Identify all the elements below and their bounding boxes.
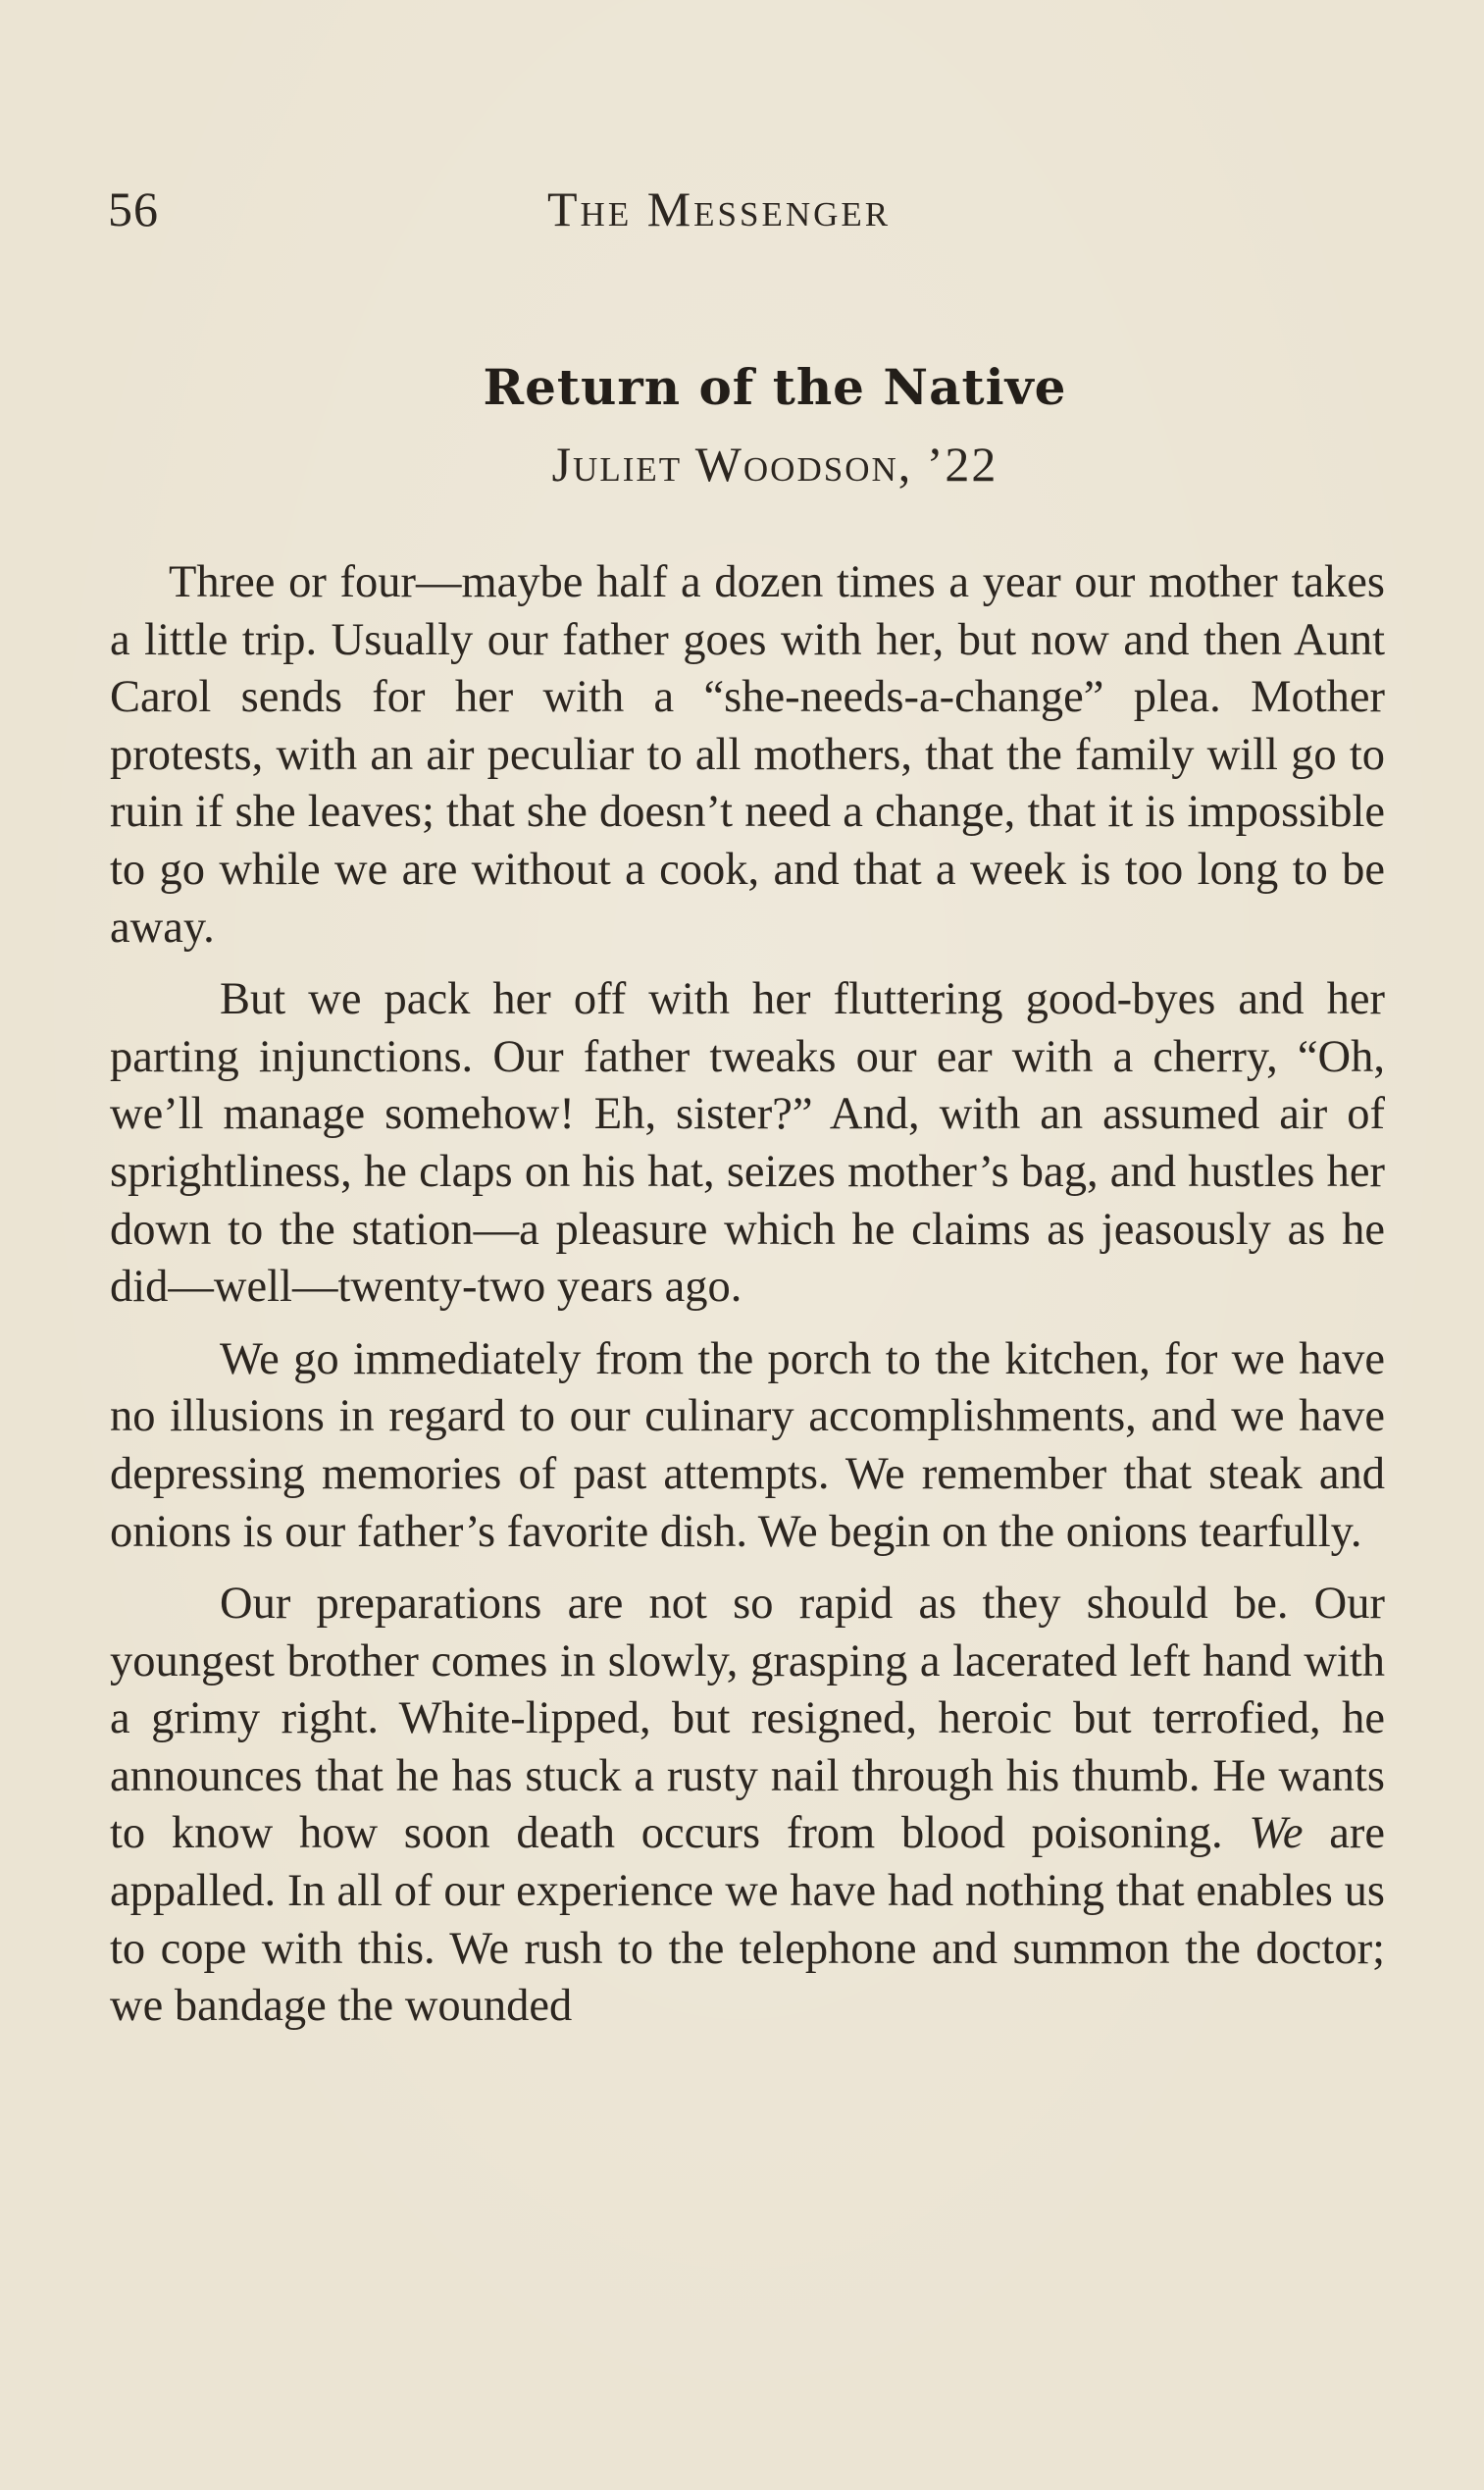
article-body xyxy=(110,554,1385,2036)
running-head xyxy=(108,175,1383,243)
article-title: Return of the Native xyxy=(483,358,1067,416)
journal-title: The Messenger xyxy=(547,182,892,236)
emphasized-word: We xyxy=(1249,1808,1304,1859)
paragraph-text: Our preparations are not so rapid as they should be. Our youngest brother comes in slowly, grasping a lacerated left hand with a grimy right. White-lipped, but resigned, heroic but terrofied, he announces that he has stuck a rusty nail through his thumb. He wants to know how soon death occurs from blood poisoning. xyxy=(110,1579,1385,1859)
paragraph-text: are appalled. In all of our experience we have had nothing that enables us to cope with this. We rush to the telephone and summon the doctor; we bandage the wounded xyxy=(110,1808,1385,2032)
article-heading xyxy=(108,353,1383,498)
paragraph: But we pack her off with her fluttering good-byes and her parting injunctions. Our father tweaks our ear with a cherry, “Oh, we’ll manage somehow! Eh, sister?” And, with an assumed air of sprightliness, he claps on his hat, seizes mother’s bag, and hustles her down to the station—a pleasure which he claims as jeasously as he did—well—twenty-two years ago. xyxy=(110,974,1385,1313)
paragraph xyxy=(110,1576,1385,2036)
page-number: 56 xyxy=(108,182,159,236)
author-byline: Juliet Woodson, ’22 xyxy=(551,437,998,492)
paragraph: We go immediately from the porch to the kitchen, for we have no illusions in regard to our culinary accomplishments, and we have depressing memories of past attempts. We remember that steak and onions is our father’s favorite dish. We begin on the onions tearfully. xyxy=(110,1333,1385,1557)
paragraph: Three or four—maybe half a dozen times a year our mother takes a little trip. Usually our father goes with her, but now and then Aunt Carol sends for her with a “she-needs-a-change” plea. Mother protests, with an air peculiar to all mothers, that the family will go to ruin if she leaves; that she doesn’t need a change, that it is impossible to go while we are without a cook, and that a week is too long to be away. xyxy=(110,557,1385,953)
